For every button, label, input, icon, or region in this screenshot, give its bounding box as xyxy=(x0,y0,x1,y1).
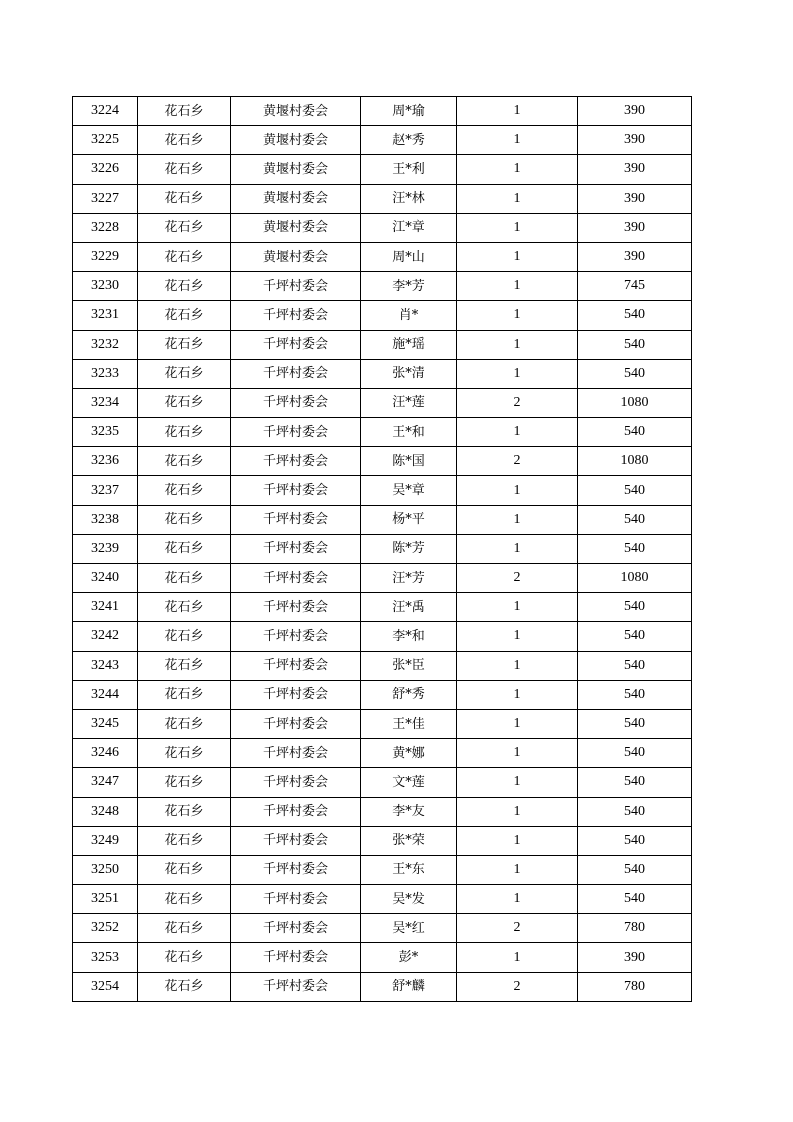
table-row xyxy=(73,126,692,155)
amount-cell: 540 xyxy=(578,622,692,651)
row-number-cell: 3230 xyxy=(73,272,138,301)
household-count-cell: 1 xyxy=(457,505,578,534)
village-committee-cell: 千坪村委会 xyxy=(231,943,361,972)
amount-cell: 540 xyxy=(578,855,692,884)
person-name-cell: 周*瑜 xyxy=(361,97,457,126)
village-committee-cell: 千坪村委会 xyxy=(231,272,361,301)
township-cell: 花石乡 xyxy=(138,826,231,855)
amount-cell: 540 xyxy=(578,476,692,505)
person-name-cell: 汪*林 xyxy=(361,184,457,213)
village-committee-cell: 千坪村委会 xyxy=(231,651,361,680)
row-number-cell: 3238 xyxy=(73,505,138,534)
amount-cell: 540 xyxy=(578,359,692,388)
household-count-cell: 1 xyxy=(457,622,578,651)
person-name-cell: 汪*莲 xyxy=(361,388,457,417)
household-count-cell: 1 xyxy=(457,330,578,359)
township-cell: 花石乡 xyxy=(138,97,231,126)
township-cell: 花石乡 xyxy=(138,651,231,680)
table-row xyxy=(73,855,692,884)
table-row xyxy=(73,622,692,651)
household-count-cell: 1 xyxy=(457,213,578,242)
amount-cell: 540 xyxy=(578,651,692,680)
village-committee-cell: 千坪村委会 xyxy=(231,330,361,359)
table-row xyxy=(73,914,692,943)
table-row xyxy=(73,826,692,855)
row-number-cell: 3250 xyxy=(73,855,138,884)
household-count-cell: 1 xyxy=(457,709,578,738)
township-cell: 花石乡 xyxy=(138,914,231,943)
row-number-cell: 3236 xyxy=(73,447,138,476)
village-committee-cell: 千坪村委会 xyxy=(231,359,361,388)
table-row xyxy=(73,330,692,359)
village-committee-cell: 千坪村委会 xyxy=(231,855,361,884)
household-count-cell: 1 xyxy=(457,155,578,184)
row-number-cell: 3227 xyxy=(73,184,138,213)
township-cell: 花石乡 xyxy=(138,184,231,213)
table-row xyxy=(73,155,692,184)
amount-cell: 390 xyxy=(578,155,692,184)
amount-cell: 780 xyxy=(578,914,692,943)
village-committee-cell: 千坪村委会 xyxy=(231,476,361,505)
amount-cell: 540 xyxy=(578,593,692,622)
person-name-cell: 杨*平 xyxy=(361,505,457,534)
township-cell: 花石乡 xyxy=(138,476,231,505)
row-number-cell: 3243 xyxy=(73,651,138,680)
row-number-cell: 3234 xyxy=(73,388,138,417)
table-row xyxy=(73,593,692,622)
township-cell: 花石乡 xyxy=(138,885,231,914)
village-committee-cell: 千坪村委会 xyxy=(231,739,361,768)
township-cell: 花石乡 xyxy=(138,505,231,534)
row-number-cell: 3239 xyxy=(73,534,138,563)
person-name-cell: 王*和 xyxy=(361,418,457,447)
person-name-cell: 黄*娜 xyxy=(361,739,457,768)
person-name-cell: 陈*国 xyxy=(361,447,457,476)
table-row xyxy=(73,651,692,680)
person-name-cell: 吴*发 xyxy=(361,885,457,914)
household-count-cell: 1 xyxy=(457,593,578,622)
table-row xyxy=(73,184,692,213)
table-row xyxy=(73,739,692,768)
person-name-cell: 舒*秀 xyxy=(361,680,457,709)
amount-cell: 540 xyxy=(578,709,692,738)
row-number-cell: 3251 xyxy=(73,885,138,914)
household-count-cell: 1 xyxy=(457,534,578,563)
person-name-cell: 李*友 xyxy=(361,797,457,826)
person-name-cell: 舒*麟 xyxy=(361,972,457,1001)
amount-cell: 390 xyxy=(578,97,692,126)
person-name-cell: 陈*芳 xyxy=(361,534,457,563)
row-number-cell: 3240 xyxy=(73,564,138,593)
amount-cell: 540 xyxy=(578,797,692,826)
household-count-cell: 1 xyxy=(457,476,578,505)
township-cell: 花石乡 xyxy=(138,330,231,359)
village-committee-cell: 千坪村委会 xyxy=(231,505,361,534)
township-cell: 花石乡 xyxy=(138,534,231,563)
township-cell: 花石乡 xyxy=(138,155,231,184)
township-cell: 花石乡 xyxy=(138,972,231,1001)
amount-cell: 540 xyxy=(578,739,692,768)
table-row xyxy=(73,768,692,797)
table-row xyxy=(73,797,692,826)
village-committee-cell: 黄堰村委会 xyxy=(231,97,361,126)
table-row xyxy=(73,97,692,126)
household-count-cell: 1 xyxy=(457,184,578,213)
table-row xyxy=(73,418,692,447)
person-name-cell: 李*和 xyxy=(361,622,457,651)
table-row xyxy=(73,709,692,738)
township-cell: 花石乡 xyxy=(138,301,231,330)
amount-cell: 540 xyxy=(578,885,692,914)
row-number-cell: 3235 xyxy=(73,418,138,447)
village-committee-cell: 千坪村委会 xyxy=(231,564,361,593)
row-number-cell: 3225 xyxy=(73,126,138,155)
table-row xyxy=(73,564,692,593)
person-name-cell: 江*章 xyxy=(361,213,457,242)
amount-cell: 390 xyxy=(578,126,692,155)
table-row xyxy=(73,505,692,534)
table-row xyxy=(73,388,692,417)
village-committee-cell: 千坪村委会 xyxy=(231,768,361,797)
household-count-cell: 1 xyxy=(457,97,578,126)
amount-cell: 390 xyxy=(578,184,692,213)
row-number-cell: 3231 xyxy=(73,301,138,330)
village-committee-cell: 千坪村委会 xyxy=(231,447,361,476)
row-number-cell: 3254 xyxy=(73,972,138,1001)
row-number-cell: 3248 xyxy=(73,797,138,826)
village-committee-cell: 千坪村委会 xyxy=(231,418,361,447)
household-count-cell: 1 xyxy=(457,826,578,855)
amount-cell: 540 xyxy=(578,826,692,855)
village-committee-cell: 黄堰村委会 xyxy=(231,213,361,242)
township-cell: 花石乡 xyxy=(138,855,231,884)
table-row xyxy=(73,359,692,388)
household-count-cell: 1 xyxy=(457,680,578,709)
township-cell: 花石乡 xyxy=(138,680,231,709)
amount-cell: 745 xyxy=(578,272,692,301)
household-count-cell: 2 xyxy=(457,564,578,593)
person-name-cell: 张*清 xyxy=(361,359,457,388)
township-cell: 花石乡 xyxy=(138,593,231,622)
amount-cell: 540 xyxy=(578,418,692,447)
row-number-cell: 3245 xyxy=(73,709,138,738)
person-name-cell: 张*臣 xyxy=(361,651,457,680)
row-number-cell: 3246 xyxy=(73,739,138,768)
village-committee-cell: 千坪村委会 xyxy=(231,680,361,709)
table-row xyxy=(73,534,692,563)
amount-cell: 390 xyxy=(578,242,692,271)
household-count-cell: 1 xyxy=(457,885,578,914)
household-count-cell: 1 xyxy=(457,943,578,972)
row-number-cell: 3252 xyxy=(73,914,138,943)
village-committee-cell: 黄堰村委会 xyxy=(231,126,361,155)
person-name-cell: 文*莲 xyxy=(361,768,457,797)
household-count-cell: 1 xyxy=(457,855,578,884)
township-cell: 花石乡 xyxy=(138,272,231,301)
person-name-cell: 周*山 xyxy=(361,242,457,271)
person-name-cell: 王*东 xyxy=(361,855,457,884)
row-number-cell: 3229 xyxy=(73,242,138,271)
person-name-cell: 汪*芳 xyxy=(361,564,457,593)
amount-cell: 540 xyxy=(578,768,692,797)
row-number-cell: 3249 xyxy=(73,826,138,855)
township-cell: 花石乡 xyxy=(138,709,231,738)
township-cell: 花石乡 xyxy=(138,739,231,768)
township-cell: 花石乡 xyxy=(138,418,231,447)
person-name-cell: 王*佳 xyxy=(361,709,457,738)
row-number-cell: 3228 xyxy=(73,213,138,242)
amount-cell: 390 xyxy=(578,943,692,972)
table-row xyxy=(73,242,692,271)
table-row xyxy=(73,447,692,476)
township-cell: 花石乡 xyxy=(138,447,231,476)
amount-cell: 540 xyxy=(578,301,692,330)
township-cell: 花石乡 xyxy=(138,564,231,593)
person-name-cell: 李*芳 xyxy=(361,272,457,301)
village-committee-cell: 黄堰村委会 xyxy=(231,184,361,213)
household-count-cell: 1 xyxy=(457,418,578,447)
row-number-cell: 3242 xyxy=(73,622,138,651)
person-name-cell: 汪*禹 xyxy=(361,593,457,622)
person-name-cell: 赵*秀 xyxy=(361,126,457,155)
row-number-cell: 3241 xyxy=(73,593,138,622)
household-count-cell: 1 xyxy=(457,768,578,797)
amount-cell: 1080 xyxy=(578,388,692,417)
table-row xyxy=(73,680,692,709)
village-committee-cell: 千坪村委会 xyxy=(231,622,361,651)
data-table xyxy=(72,96,692,1002)
person-name-cell: 张*荣 xyxy=(361,826,457,855)
amount-cell: 780 xyxy=(578,972,692,1001)
township-cell: 花石乡 xyxy=(138,359,231,388)
household-count-cell: 2 xyxy=(457,914,578,943)
township-cell: 花石乡 xyxy=(138,768,231,797)
village-committee-cell: 千坪村委会 xyxy=(231,709,361,738)
amount-cell: 540 xyxy=(578,680,692,709)
household-count-cell: 1 xyxy=(457,651,578,680)
row-number-cell: 3247 xyxy=(73,768,138,797)
table-body xyxy=(73,97,692,1002)
person-name-cell: 肖* xyxy=(361,301,457,330)
household-count-cell: 1 xyxy=(457,301,578,330)
table-row xyxy=(73,972,692,1001)
village-committee-cell: 千坪村委会 xyxy=(231,885,361,914)
village-committee-cell: 千坪村委会 xyxy=(231,826,361,855)
household-count-cell: 1 xyxy=(457,797,578,826)
village-committee-cell: 千坪村委会 xyxy=(231,797,361,826)
person-name-cell: 王*利 xyxy=(361,155,457,184)
table-row xyxy=(73,213,692,242)
township-cell: 花石乡 xyxy=(138,622,231,651)
amount-cell: 390 xyxy=(578,213,692,242)
person-name-cell: 施*瑶 xyxy=(361,330,457,359)
village-committee-cell: 千坪村委会 xyxy=(231,301,361,330)
village-committee-cell: 千坪村委会 xyxy=(231,972,361,1001)
row-number-cell: 3226 xyxy=(73,155,138,184)
row-number-cell: 3233 xyxy=(73,359,138,388)
person-name-cell: 彭* xyxy=(361,943,457,972)
row-number-cell: 3232 xyxy=(73,330,138,359)
township-cell: 花石乡 xyxy=(138,943,231,972)
township-cell: 花石乡 xyxy=(138,242,231,271)
table-row xyxy=(73,943,692,972)
person-name-cell: 吴*章 xyxy=(361,476,457,505)
row-number-cell: 3253 xyxy=(73,943,138,972)
household-count-cell: 1 xyxy=(457,359,578,388)
household-count-cell: 2 xyxy=(457,447,578,476)
amount-cell: 1080 xyxy=(578,564,692,593)
row-number-cell: 3224 xyxy=(73,97,138,126)
village-committee-cell: 黄堰村委会 xyxy=(231,242,361,271)
household-count-cell: 1 xyxy=(457,126,578,155)
household-count-cell: 2 xyxy=(457,388,578,417)
amount-cell: 1080 xyxy=(578,447,692,476)
amount-cell: 540 xyxy=(578,330,692,359)
village-committee-cell: 黄堰村委会 xyxy=(231,155,361,184)
township-cell: 花石乡 xyxy=(138,126,231,155)
table-row xyxy=(73,272,692,301)
township-cell: 花石乡 xyxy=(138,213,231,242)
table-row xyxy=(73,476,692,505)
village-committee-cell: 千坪村委会 xyxy=(231,593,361,622)
household-count-cell: 1 xyxy=(457,242,578,271)
township-cell: 花石乡 xyxy=(138,797,231,826)
township-cell: 花石乡 xyxy=(138,388,231,417)
amount-cell: 540 xyxy=(578,534,692,563)
row-number-cell: 3244 xyxy=(73,680,138,709)
person-name-cell: 吴*红 xyxy=(361,914,457,943)
village-committee-cell: 千坪村委会 xyxy=(231,534,361,563)
row-number-cell: 3237 xyxy=(73,476,138,505)
table-row xyxy=(73,885,692,914)
amount-cell: 540 xyxy=(578,505,692,534)
table-row xyxy=(73,301,692,330)
household-count-cell: 1 xyxy=(457,272,578,301)
village-committee-cell: 千坪村委会 xyxy=(231,914,361,943)
household-count-cell: 1 xyxy=(457,739,578,768)
household-count-cell: 2 xyxy=(457,972,578,1001)
village-committee-cell: 千坪村委会 xyxy=(231,388,361,417)
